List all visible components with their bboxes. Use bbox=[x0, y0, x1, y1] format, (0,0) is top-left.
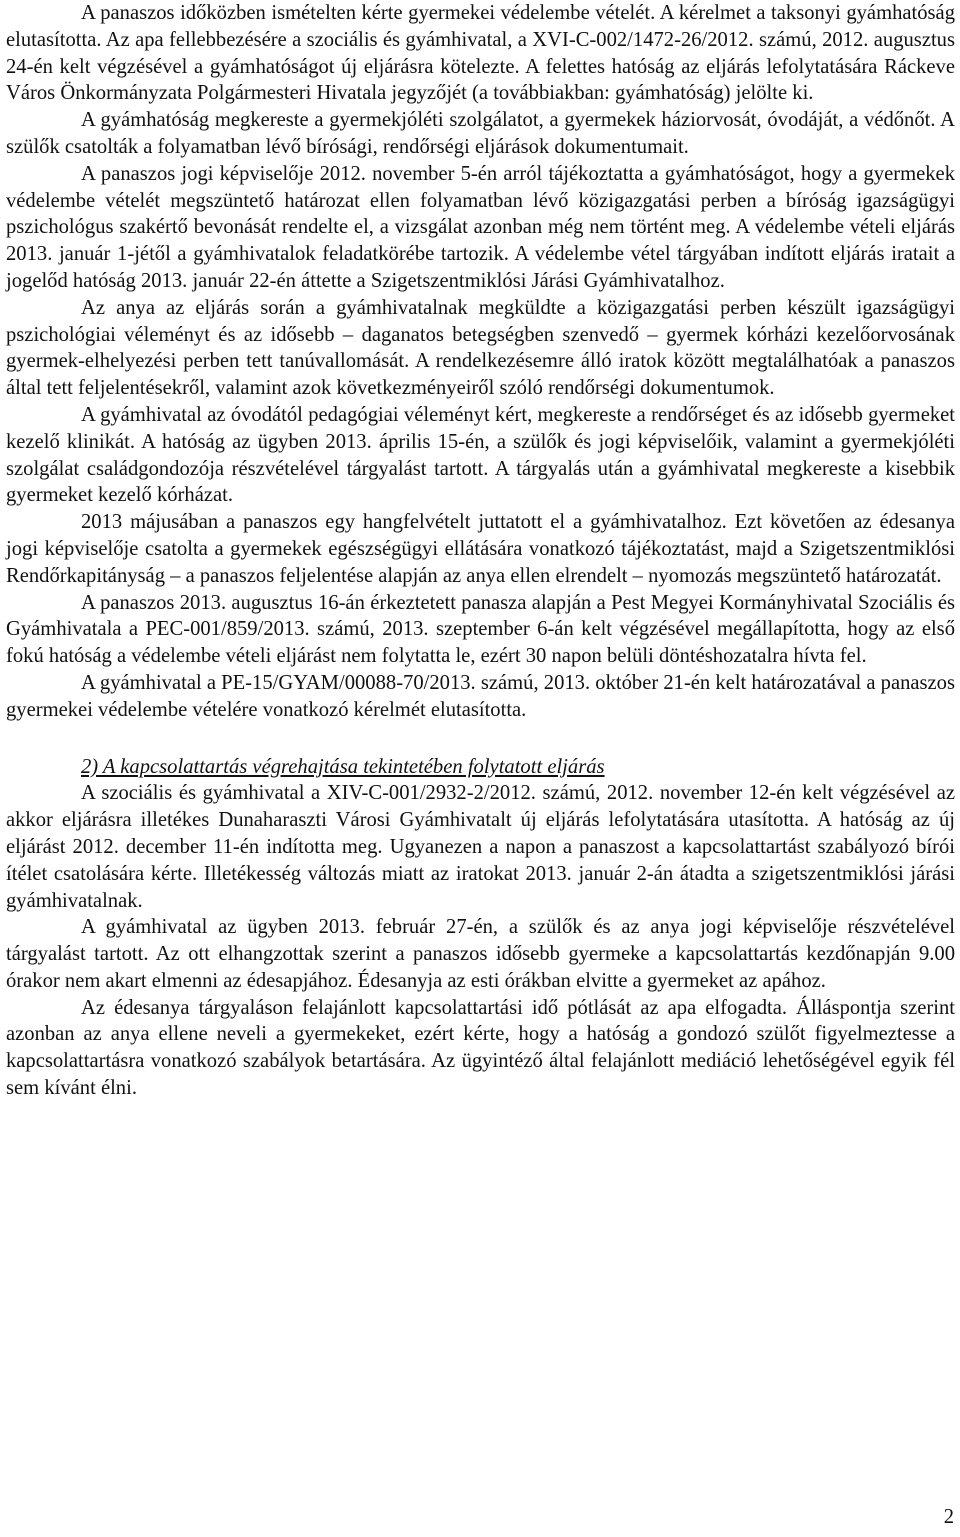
paragraph: A gyámhivatal a PE-15/GYAM/00088-70/2013. számú, 2013. október 21-én kelt határozatával a panaszos gyermekei védelembe vételére vonatkozó kérelmét elutasította. bbox=[6, 671, 955, 721]
paragraph: A gyámhivatal az óvodától pedagógiai véleményt kért, megkereste a rendőrséget és az idősebb gyermeket kezelő klinikát. A hatóság az ügyben 2013. április 15-én, a szülők és jogi képviselőik, valamint a gyermekjóléti szolgálat családgondozója részvételével tárgyalást tartott. A tárgyalás után a gyámhivatal megkereste a kisebbik gyermeket kezelő kórházat. bbox=[6, 403, 955, 507]
paragraph: A gyámhatóság megkereste a gyermekjóléti szolgálatot, a gyermekek háziorvosát, óvodáját, a védőnőt. A szülők csatolták a folyamatban lévő bírósági, rendőrségi eljárások dokumentumait. bbox=[6, 109, 955, 158]
document-page bbox=[6, 0, 955, 1102]
paragraph: Az édesanya tárgyaláson felajánlott kapcsolattartási idő pótlását az apa elfogadta. Álláspontja szerint azonban az anya ellene neveli a gyermekeket, ezért kérte, hogy a hatóság a gondozó szülőt figyelmeztesse a kapcsolattartásra vonatkozó szabályok betartására. Az ügyintéző által felajánlott mediáció lehetőségével egyik fél sem kívánt élni. bbox=[6, 996, 955, 1100]
paragraph: A panaszos időközben ismételten kérte gyermekei védelembe vételét. A kérelmet a taksonyi gyámhatóság elutasította. Az apa fellebbezésére a szociális és gyámhivatal, a XVI-C-002/1472-26/2012. számú, 2012. augusztus 24-én kelt végzésével a gyámhatóságot új eljárásra kötelezte. A felettes hatóság az eljárás lefolytatására Ráckeve Város Önkormányzata Polgármesteri Hivatala jegyzőjét (a továbbiakban: gyámhatóság) jelölte ki. bbox=[6, 2, 955, 105]
paragraph: 2013 májusában a panaszos egy hangfelvételt juttatott el a gyámhivatalhoz. Ezt követően az édesanya jogi képviselője csatolta a gyermekek egészségügyi ellátására vonatkozó tájékoztatást, majd a Szigetszentmiklósi Rendőrkapitányság – a panaszos feljelentése alapján az anya ellen elrendelt – nyomozás megszüntető határozatát. bbox=[6, 511, 955, 587]
paragraph: A panaszos jogi képviselője 2012. november 5-én arról tájékoztatta a gyámhatóságot, hogy a gyermekek védelembe vételét megszüntető határozat ellen folyamatban lévő közigazgatási perben a bíróság igazságügyi pszichológus szakértő bevonását rendelte el, a vizsgálat azonban még nem történt meg. A védelembe vételi eljárás 2013. január 1-jétől a gyámhivatalok feladatkörébe tartozik. A védelembe vétel tárgyában indított eljárás iratait a jogelőd hatóság 2013. január 22-én áttette a Szigetszentmiklósi Járási Gyámhivatalhoz. bbox=[6, 162, 955, 292]
paragraph: Az anya az eljárás során a gyámhivatalnak megküldte a közigazgatási perben készült igazságügyi pszichológiai véleményt és az idősebb – daganatos betegségben szenvedő – gyermek kórházi kezelőorvosának gyermek-elhelyezési perben tett tanúvallomását. A rendelkezésemre álló iratok között megtalálhatóak a panaszos által tett feljelentésekről, valamint azok következményeiről szóló rendőrségi dokumentumok. bbox=[6, 296, 955, 400]
paragraph: A gyámhivatal az ügyben 2013. február 27-én, a szülők és az anya jogi képviselője részvételével tárgyalást tartott. Az ott elhangzottak szerint a panaszos idősebb gyermeke a kapcsolattartás kezdőnapján 9.00 órakor nem akart elmenni az édesapjához. Édesanyja az esti órákban elvitte a gyermeket az apához. bbox=[6, 916, 955, 992]
paragraph: A szociális és gyámhivatal a XIV-C-001/2932-2/2012. számú, 2012. november 12-én kelt végzésével az akkor eljárásra illetékes Dunaharaszti Városi Gyámhivatalt új eljárás lefolytatására utasította. A hatóság az új eljárást 2012. december 11-én indította meg. Ugyanezen a napon a panaszost a kapcsolattartást szabályozó bírói ítélet csatolására kérte. Illetékesség változás miatt az iratokat 2013. január 2-án átadta a szigetszentmiklósi járási gyámhivatalnak. bbox=[6, 782, 955, 912]
section-heading: 2) A kapcsolattartás végrehajtása tekintetében folytatott eljárás bbox=[81, 755, 605, 778]
paragraph: A panaszos 2013. augusztus 16-án érkeztetett panasza alapján a Pest Megyei Kormányhivatal Szociális és Gyámhivatala a PEC-001/859/2013. számú, 2013. szeptember 6-án kelt végzésével megállapította, hogy az első fokú hatóság a védelembe vételi eljárást nem folytatta le, ezért 30 napon belüli döntéshozatalra hívta fel. bbox=[6, 591, 955, 668]
page-number: 2 bbox=[943, 1506, 954, 1529]
